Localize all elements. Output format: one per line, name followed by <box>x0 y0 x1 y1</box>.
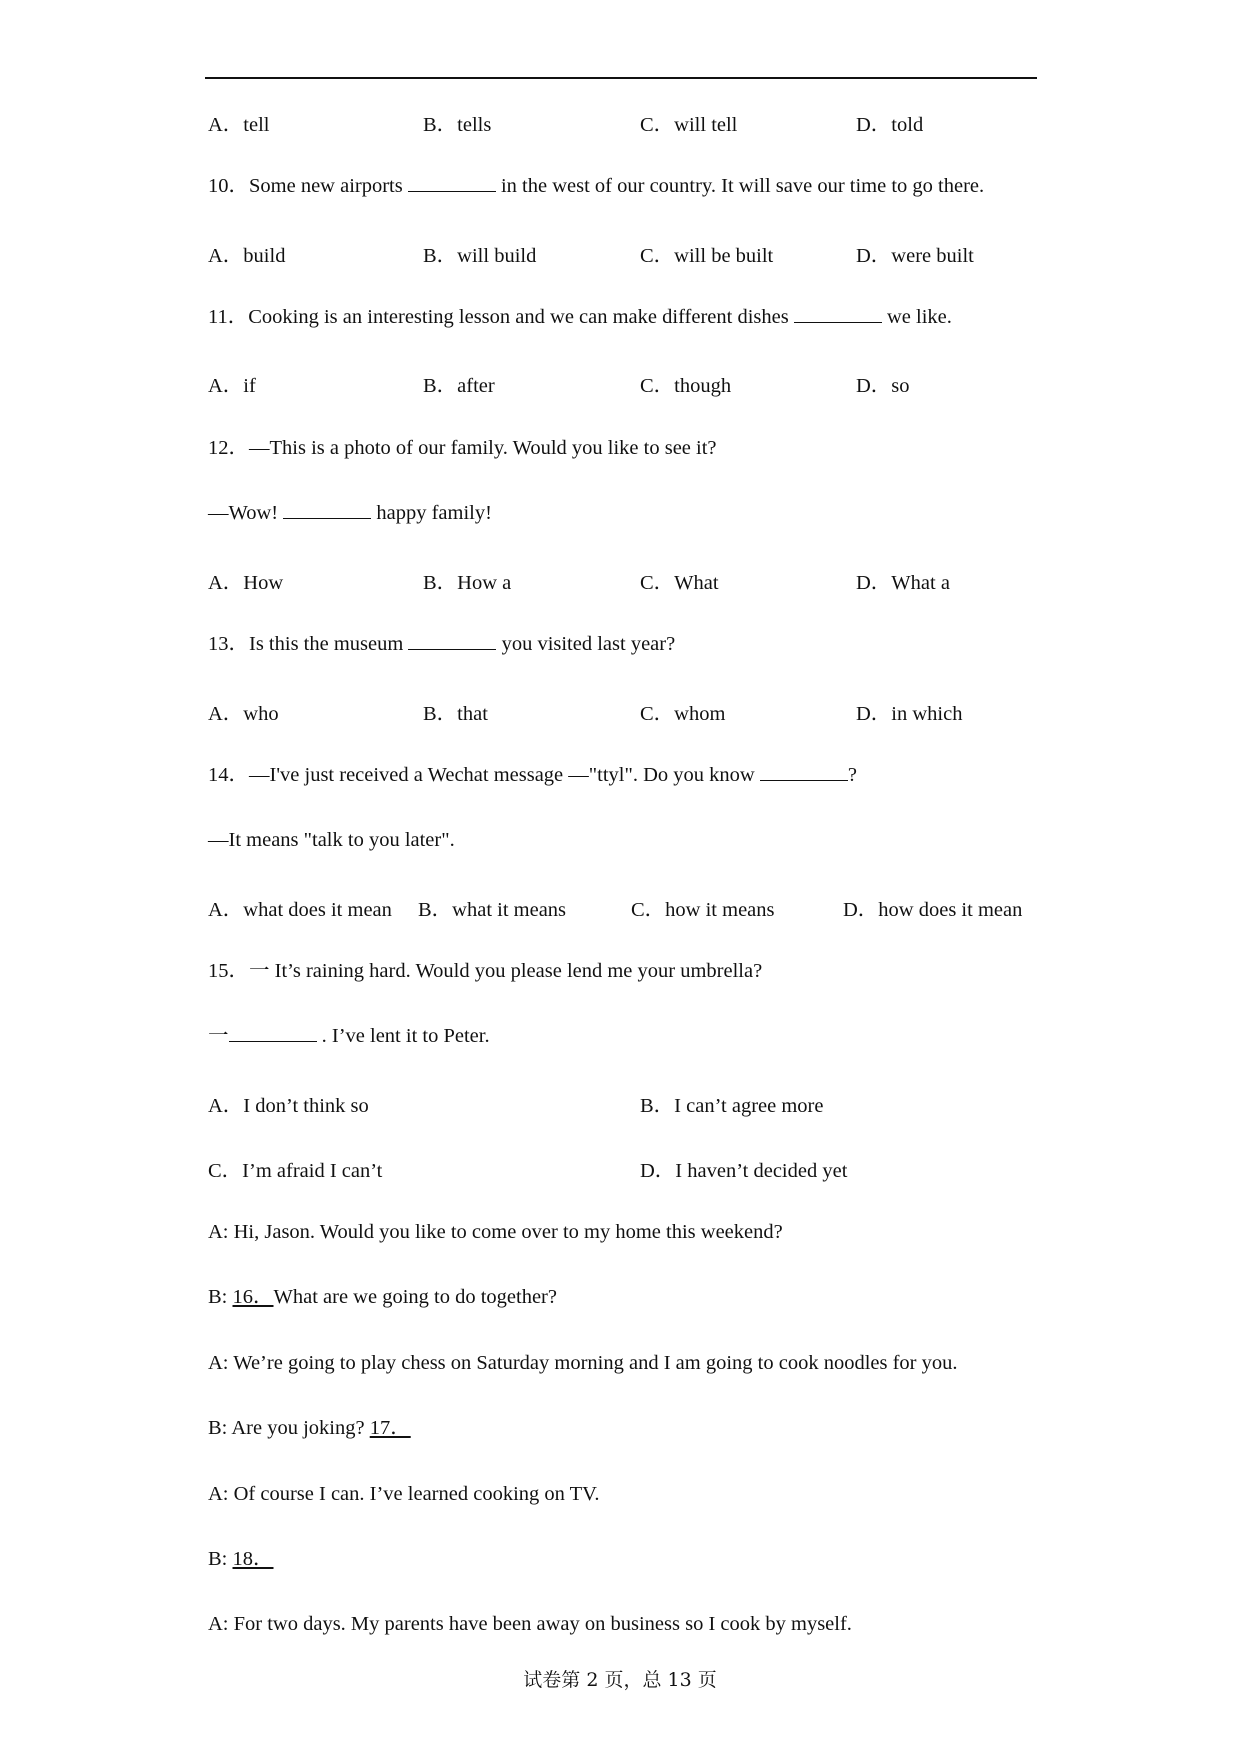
option-d[interactable]: D．how does it mean <box>843 899 1023 921</box>
dialogue-text: What are we going to do together? <box>273 1286 557 1308</box>
q12-reply-end: happy family! <box>371 502 492 524</box>
option-a[interactable]: A．build <box>208 245 286 267</box>
q14-stem-end: ? <box>847 764 857 786</box>
option-c[interactable]: C．though <box>640 375 732 397</box>
option-a[interactable]: A．I don’t think so <box>208 1095 369 1117</box>
option-d[interactable]: D．in which <box>856 703 963 725</box>
option-a[interactable]: A．tell <box>208 114 270 136</box>
dialogue-line: A: For two days. My parents have been away on business so I cook by myself. <box>208 1613 852 1635</box>
option-b[interactable]: B．after <box>423 375 495 397</box>
option-d[interactable]: D．I haven’t decided yet <box>640 1160 848 1182</box>
answer-blank <box>283 500 371 519</box>
option-c[interactable]: C．how it means <box>631 899 775 921</box>
option-a[interactable]: A．what does it mean <box>208 899 392 921</box>
q10-stem-end: in the west of our country. It will save our time to go there. <box>495 175 985 197</box>
dialogue-line: A: Hi, Jason. Would you like to come over to my home this weekend? <box>208 1221 783 1243</box>
option-c[interactable]: C．will tell <box>640 114 738 136</box>
q12-reply-start: —Wow! <box>208 502 284 524</box>
answer-blank <box>760 762 848 781</box>
option-d[interactable]: D．were built <box>856 245 974 267</box>
q13-stem-end: you visited last year? <box>496 633 676 655</box>
dialogue-line <box>208 1283 557 1311</box>
question-11 <box>208 303 952 331</box>
question-10 <box>208 172 984 200</box>
dialogue-line <box>208 1545 274 1573</box>
q15-reply-end: . I’ve lent it to Peter. <box>316 1025 490 1047</box>
option-a[interactable]: A．who <box>208 703 279 725</box>
option-b[interactable]: B．tells <box>423 114 492 136</box>
option-b[interactable]: B．I can’t agree more <box>640 1095 824 1117</box>
option-d[interactable]: D．What a <box>856 572 950 594</box>
option-b[interactable]: B．will build <box>423 245 537 267</box>
q15-reply-start: 一 <box>208 1025 229 1047</box>
q13-stem-start: 13．Is this the museum <box>208 633 409 655</box>
question-13 <box>208 630 675 658</box>
option-a[interactable]: A．How <box>208 572 284 594</box>
question-15: 15．一 It’s raining hard. Would you please lend me your umbrella? <box>208 960 763 982</box>
blank-17[interactable]: 17． <box>369 1417 411 1439</box>
q14-reply: —It means "talk to you later". <box>208 829 455 851</box>
q12-reply <box>208 499 492 527</box>
option-c[interactable]: C．whom <box>640 703 726 725</box>
option-d[interactable]: D．told <box>856 114 924 136</box>
question-14 <box>208 761 857 789</box>
header-rule <box>205 77 1037 79</box>
option-b[interactable]: B．How a <box>423 572 512 594</box>
option-b[interactable]: B．that <box>423 703 488 725</box>
option-d[interactable]: D．so <box>856 375 910 397</box>
dialogue-line <box>208 1414 411 1442</box>
answer-blank <box>229 1023 317 1042</box>
option-a[interactable]: A．if <box>208 375 256 397</box>
blank-16[interactable]: 16． <box>232 1286 274 1308</box>
option-c[interactable]: C．What <box>640 572 719 594</box>
q11-stem-start: 11．Cooking is an interesting lesson and we can make different dishes <box>208 306 794 328</box>
blank-18[interactable]: 18． <box>232 1548 274 1570</box>
q14-stem-start: 14．—I've just received a Wechat message —"ttyl". Do you know <box>208 764 760 786</box>
answer-blank <box>408 173 496 192</box>
option-b[interactable]: B．what it means <box>418 899 567 921</box>
answer-blank <box>794 304 882 323</box>
dialogue-text: B: Are you joking? <box>208 1417 370 1439</box>
speaker-label: B: <box>208 1548 233 1570</box>
dialogue-line: A: We’re going to play chess on Saturday morning and I am going to cook noodles for you. <box>208 1352 958 1374</box>
dialogue-line: A: Of course I can. I’ve learned cooking on TV. <box>208 1483 600 1505</box>
option-c[interactable]: C．will be built <box>640 245 774 267</box>
q11-stem-end: we like. <box>881 306 952 328</box>
answer-blank <box>408 631 496 650</box>
page-footer: 试卷第 2 页，总 13 页 <box>523 1669 717 1691</box>
speaker-label: B: <box>208 1286 233 1308</box>
question-12: 12．—This is a photo of our family. Would you like to see it? <box>208 437 717 459</box>
option-c[interactable]: C．I’m afraid I can’t <box>208 1160 383 1182</box>
q10-stem-start: 10．Some new airports <box>208 175 408 197</box>
q15-reply <box>208 1022 490 1050</box>
